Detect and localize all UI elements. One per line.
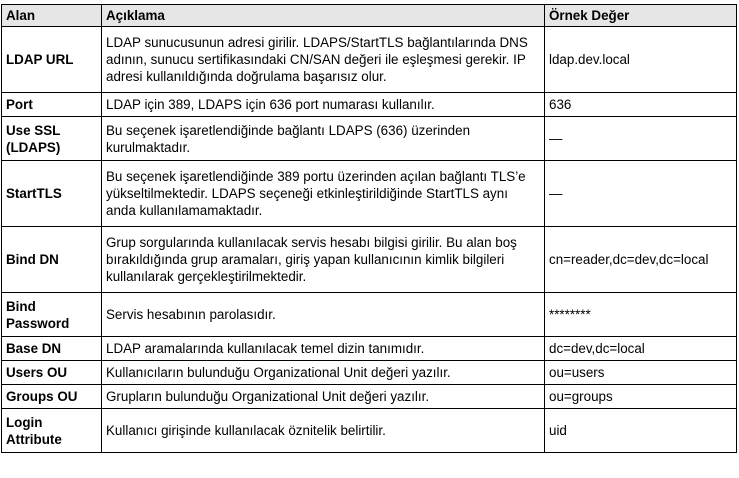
- row-example: cn=reader,dc=dev,dc=local: [545, 227, 737, 293]
- row-description: LDAP aramalarında kullanılacak temel dizin tanımıdır.: [102, 337, 545, 361]
- row-example: —: [545, 117, 737, 161]
- row-field: Use SSL (LDAPS): [2, 117, 102, 161]
- row-example: 636: [545, 93, 737, 117]
- table-row: [2, 93, 737, 117]
- row-example: ldap.dev.local: [545, 27, 737, 93]
- row-description: LDAP sunucusunun adresi girilir. LDAPS/StartTLS bağlantılarında DNS adının, sunucu sertifikasındaki CN/SAN değeri ile eşleşmesi gerekir. IP adresi kullanıldığında doğrulama başarısız olur.: [102, 27, 545, 93]
- row-example: dc=dev,dc=local: [545, 337, 737, 361]
- header-field: Alan: [2, 5, 102, 27]
- row-description: Bu seçenek işaretlendiğinde 389 portu üzerinden açılan bağlantı TLS’e yükseltilmektedir. LDAPS seçeneği etkinleştirildiğinde StartTLS aynı anda kullanılamamaktadır.: [102, 161, 545, 227]
- row-field: LDAP URL: [2, 27, 102, 93]
- row-description: Kullanıcıların bulunduğu Organizational Unit değeri yazılır.: [102, 361, 545, 385]
- row-field: Base DN: [2, 337, 102, 361]
- row-description: Servis hesabının parolasıdır.: [102, 293, 545, 337]
- table-row: [2, 337, 737, 361]
- table-header-row: [2, 5, 737, 27]
- row-field: Bind DN: [2, 227, 102, 293]
- table-row: [2, 409, 737, 453]
- header-description: Açıklama: [102, 5, 545, 27]
- row-example: uid: [545, 409, 737, 453]
- table-row: [2, 117, 737, 161]
- table-row: [2, 385, 737, 409]
- row-field: Login Attribute: [2, 409, 102, 453]
- row-example: —: [545, 161, 737, 227]
- row-field: Bind Password: [2, 293, 102, 337]
- row-field: StartTLS: [2, 161, 102, 227]
- table-row: [2, 293, 737, 337]
- row-field: Port: [2, 93, 102, 117]
- row-description: Kullanıcı girişinde kullanılacak öznitelik belirtilir.: [102, 409, 545, 453]
- row-description: LDAP için 389, LDAPS için 636 port numarası kullanılır.: [102, 93, 545, 117]
- row-field: Users OU: [2, 361, 102, 385]
- row-field: Groups OU: [2, 385, 102, 409]
- table-row: [2, 361, 737, 385]
- header-example: Örnek Değer: [545, 5, 737, 27]
- table-row: [2, 161, 737, 227]
- row-description: Grupların bulunduğu Organizational Unit değeri yazılır.: [102, 385, 545, 409]
- row-description: Grup sorgularında kullanılacak servis hesabı bilgisi girilir. Bu alan boş bırakıldığında grup aramaları, giriş yapan kullanıcının kimlik bilgileri kullanılarak gerçekleştirilmektedir.: [102, 227, 545, 293]
- row-example: ********: [545, 293, 737, 337]
- table-row: [2, 227, 737, 293]
- table-row: [2, 27, 737, 93]
- row-example: ou=users: [545, 361, 737, 385]
- row-example: ou=groups: [545, 385, 737, 409]
- ldap-settings-table: [1, 4, 737, 453]
- row-description: Bu seçenek işaretlendiğinde bağlantı LDAPS (636) üzerinden kurulmaktadır.: [102, 117, 545, 161]
